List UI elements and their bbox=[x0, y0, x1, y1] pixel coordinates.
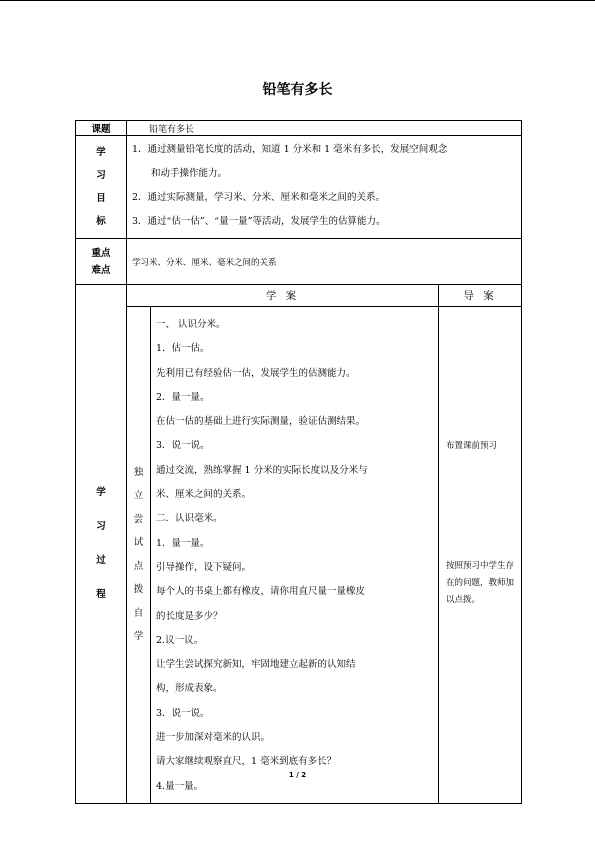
self-study-label-char: 点 bbox=[133, 560, 144, 572]
process-label-char: 学 bbox=[96, 486, 106, 498]
plan-line: 二．认识毫米。 bbox=[156, 513, 223, 525]
objectives-label-char: 习 bbox=[96, 170, 106, 181]
key-points-label-line: 重点 bbox=[91, 247, 111, 259]
objectives-label-char: 学 bbox=[96, 147, 106, 158]
objectives-label-char: 标 bbox=[96, 216, 106, 227]
document-title: 铅笔有多长 bbox=[262, 82, 333, 98]
self-study-label-char: 独 bbox=[133, 466, 144, 478]
topic-value: 铅笔有多长 bbox=[127, 121, 522, 136]
objectives-content bbox=[127, 136, 522, 239]
key-points-row bbox=[76, 239, 522, 285]
key-points-label bbox=[76, 239, 127, 285]
process-label-char: 习 bbox=[96, 520, 106, 532]
self-study-label-char: 尝 bbox=[133, 513, 144, 525]
page-top-rule bbox=[0, 0, 595, 1]
plan-line: 2．量一量。 bbox=[156, 391, 210, 403]
plan-line: 1．量一量。 bbox=[156, 537, 210, 549]
objective-line: 和动手操作能力。 bbox=[151, 168, 228, 179]
process-content-row bbox=[76, 307, 522, 804]
process-label-char: 过 bbox=[96, 554, 106, 566]
plan-line: 进一步加深对毫米的认识。 bbox=[156, 732, 271, 744]
plan-content bbox=[151, 307, 439, 804]
self-study-label-char: 拨 bbox=[133, 584, 144, 596]
plan-line: 4.量一量。 bbox=[156, 780, 204, 792]
plan-line: 的长度是多少？ bbox=[156, 610, 223, 622]
plan-line: 米、厘米之间的关系。 bbox=[156, 489, 252, 501]
plan-line: 1．估一估。 bbox=[156, 343, 210, 355]
plan-line: 一、 认识分米。 bbox=[156, 319, 226, 330]
plan-line: 3．说一说。 bbox=[156, 707, 210, 719]
self-study-label-char: 立 bbox=[133, 490, 144, 502]
plan-line: 请大家继续观察直尺，1 毫米到底有多长？ bbox=[156, 756, 337, 768]
objective-line: 2．通过实际测量，学习米、分米、厘米和毫米之间的关系。 bbox=[132, 192, 386, 203]
process-label-char: 程 bbox=[96, 588, 106, 600]
objectives-label-char: 目 bbox=[96, 193, 106, 204]
objective-line: 1．通过测量铅笔长度的活动，知道 1 分米和 1 毫米有多长，发展空间观念 bbox=[132, 144, 448, 155]
topic-label: 课题 bbox=[76, 121, 127, 136]
process-label bbox=[76, 285, 127, 804]
plan-line: 让学生尝试探究新知，牢固地建立起新的认知结 bbox=[156, 659, 356, 671]
self-study-label-char: 自 bbox=[133, 607, 144, 619]
key-points-value: 学习米、分米、厘米、毫米之间的关系 bbox=[127, 239, 522, 285]
objectives-row bbox=[76, 136, 522, 239]
process-header-row bbox=[76, 285, 522, 307]
plan-line: 通过交流，熟练掌握 1 分米的实际长度以及分米与 bbox=[156, 464, 368, 476]
page-number: 1 / 2 bbox=[288, 771, 307, 779]
plan-header: 学 案 bbox=[127, 285, 439, 307]
self-study-label bbox=[127, 307, 151, 804]
lesson-plan-table bbox=[75, 120, 522, 804]
objectives-label bbox=[76, 136, 127, 239]
key-points-label-line: 难点 bbox=[91, 264, 111, 276]
topic-row bbox=[76, 121, 522, 136]
plan-line: 2.议一议。 bbox=[156, 634, 204, 646]
plan-line: 构，形成表象。 bbox=[156, 683, 223, 695]
plan-line: 3．说一说。 bbox=[156, 440, 210, 452]
plan-line: 每个人的书桌上都有橡皮，请你用直尺量一量橡皮 bbox=[156, 586, 366, 598]
plan-line: 引导操作，设下疑问。 bbox=[156, 561, 252, 573]
plan-line: 在估一估的基础上进行实际测量，验证估测结果。 bbox=[156, 416, 366, 428]
guide-content bbox=[439, 307, 522, 804]
self-study-label-char: 试 bbox=[133, 537, 144, 549]
guide-header: 导 案 bbox=[439, 285, 522, 307]
self-study-label-char: 学 bbox=[133, 631, 144, 643]
plan-line: 先利用已有经验估一估，发展学生的估测能力。 bbox=[156, 367, 356, 379]
guide-note: 按照预习中学生存在的问题，教师加以点拨。 bbox=[446, 561, 515, 605]
objective-line: 3．通过“估一估”、“量一量”等活动，发展学生的估算能力。 bbox=[132, 216, 386, 227]
guide-note: 布置课前预习 bbox=[446, 441, 498, 451]
